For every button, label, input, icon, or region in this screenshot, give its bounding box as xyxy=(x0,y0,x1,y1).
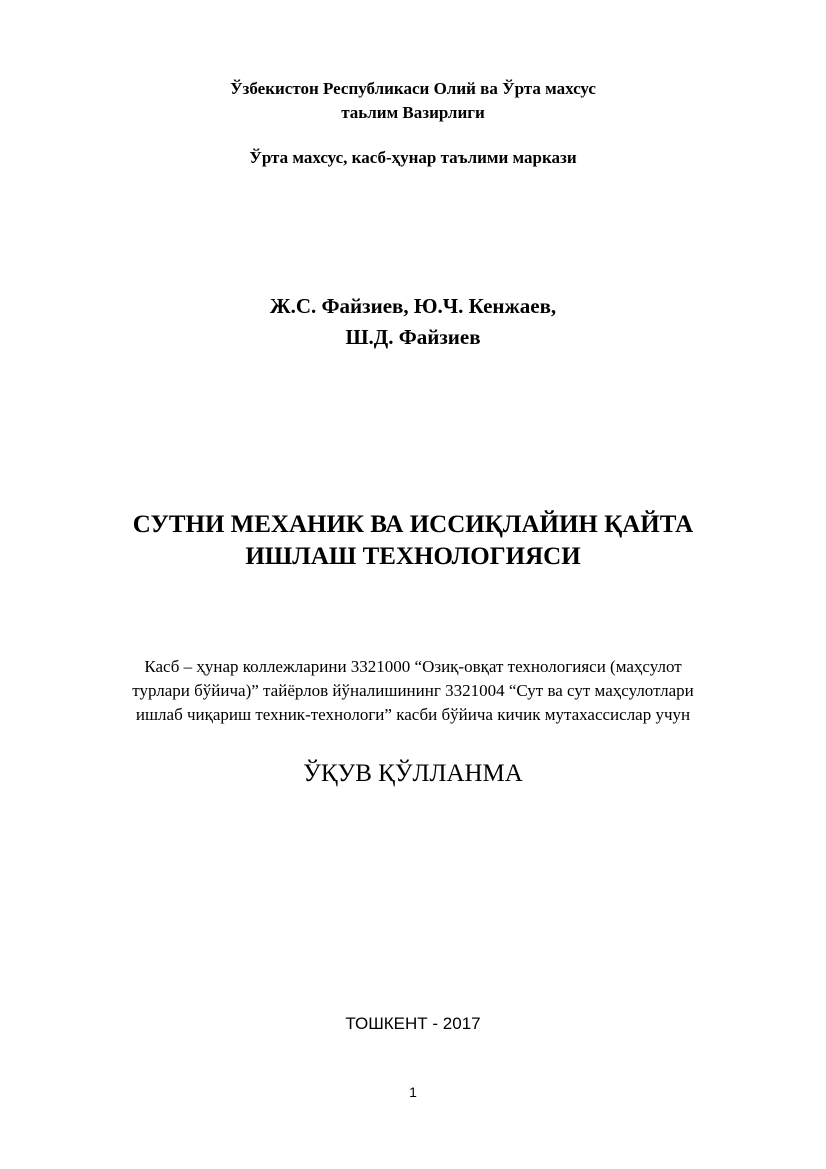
description-line-1: Касб – ҳунар коллежларини 3321000 “Озиқ-овқат технологияси (маҳсулот xyxy=(144,657,682,676)
city-year: ТОШКЕНТ - 2017 xyxy=(345,1014,481,1033)
page-number: 1 xyxy=(409,1084,417,1100)
ministry-line-2: таьлим Вазирлиги xyxy=(341,103,485,122)
book-title-line-1: СУТНИ МЕХАНИК ВА ИССИҚЛАЙИН ҚАЙТА xyxy=(132,511,694,538)
ministry-line-1: Ўзбекистон Республикаси Олий ва Ўрта махсус xyxy=(230,79,596,98)
document-type: ЎҚУВ ҚЎЛЛАНМА xyxy=(303,760,523,787)
description-line-2: турлари бўйича)” тайёрлов йўналишининг 3321004 “Сут ва сут маҳсулотлари xyxy=(132,681,694,700)
education-center: Ўрта махсус, касб-ҳунар таълими маркази xyxy=(249,148,577,167)
authors-line-2: Ш.Д. Файзиев xyxy=(345,325,481,349)
book-title-line-2: ИШЛАШ ТЕХНОЛОГИЯСИ xyxy=(245,543,581,570)
description-line-3: ишлаб чиқариш техник-технологи” касби бўйича кичик мутахассислар учун xyxy=(135,705,691,724)
authors-line-1: Ж.С. Файзиев, Ю.Ч. Кенжаев, xyxy=(269,294,557,318)
